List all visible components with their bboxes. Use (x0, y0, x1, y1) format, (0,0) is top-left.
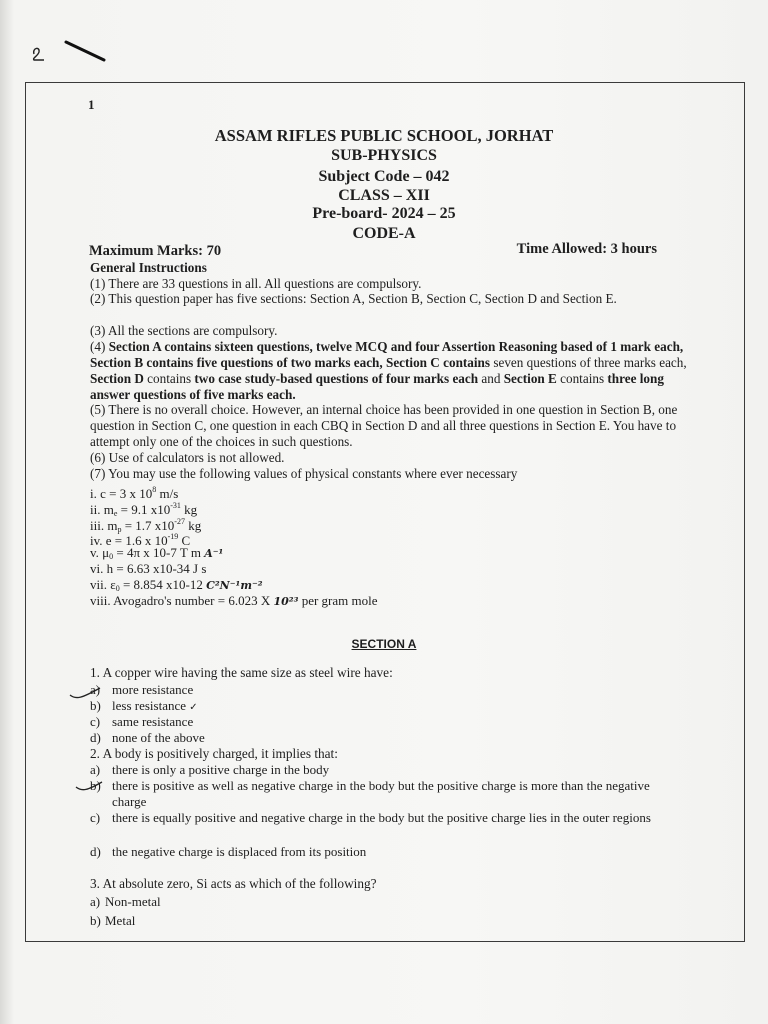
instruction-1: (1) There are 33 questions in all. All questions are compulsory. (90, 276, 422, 291)
maximum-marks: Maximum Marks: 70 (89, 243, 222, 259)
constant-text: kg (184, 518, 202, 533)
option-label: b) (90, 778, 101, 793)
constant-unit: A⁻¹ (204, 547, 224, 560)
q3-option-b-text: Metal (105, 913, 136, 928)
subject-title: SUB-PHYSICS (331, 147, 437, 164)
constant-text: iv. e = 1.6 x 10 (90, 533, 168, 548)
constant-text: = 8.854 x10-12 (119, 577, 207, 592)
constant-subscript: p (117, 525, 122, 534)
option-label: b) (90, 698, 101, 713)
option-text: there is equally positive and negative charge in the body but the positive charge lies in the outer regions (112, 810, 651, 825)
constant-exponent: -31 (170, 501, 181, 510)
q2-option-b (90, 778, 670, 810)
option-text: there is positive as well as negative charge in the body but the positive charge is more than the negative charge (112, 778, 650, 809)
option-label: a) (90, 682, 101, 697)
instruction-4-bold: Section E (503, 371, 557, 386)
constant-text: ii. m (90, 502, 114, 517)
instruction-4-part: and (478, 371, 504, 386)
constant-exponent: -27 (174, 517, 185, 526)
constant-exponent: 8 (152, 485, 157, 494)
constant-text: = 9.1 x10 (117, 502, 171, 517)
option-text: there is only a positive charge in the body (112, 762, 330, 777)
time-allowed: Time Allowed: 3 hours (516, 241, 657, 257)
option-label: d) (90, 844, 101, 859)
constant-text: C (178, 533, 191, 548)
instruction-5: (5) There is no overall choice. However, an internal choice has been provided in one question in Section B, one question in Section C, one question in each CBQ in Section D and all three questions in Section E. You have to attempt only one of the choices in such questions. (90, 402, 678, 449)
q2-option-d (90, 844, 670, 860)
subject-code: Subject Code – 042 (318, 168, 450, 185)
q1-option-a (90, 682, 670, 698)
q1-option-c (90, 714, 670, 730)
question-3: 3. At absolute zero, Si acts as which of the following? (90, 876, 377, 891)
constant-text: v. μ (90, 545, 110, 560)
instruction-7: (7) You may use the following values of physical constants where ever necessary (90, 466, 518, 481)
constant-text: kg (180, 502, 198, 517)
instruction-4-part: contains (143, 371, 195, 386)
constant-text: viii. Avogadro's number = 6.023 X (90, 593, 274, 608)
instruction-4-bold: Section D (90, 371, 144, 386)
constant-text: vii. ε (90, 577, 116, 592)
instruction-2: (2) This question paper has five sections: Section A, Section B, Section C, Section D and Section E. (90, 291, 617, 306)
q1-option-d (90, 730, 670, 746)
q3-option-b: b) (90, 913, 101, 928)
option-label: d) (90, 730, 101, 745)
instruction-4-part: (4) (90, 339, 109, 354)
instruction-4-part: seven questions of three marks each, (490, 355, 687, 370)
option-label: a) (90, 762, 101, 777)
constant-exponent: -19 (167, 532, 179, 541)
constant-subscript: e (113, 509, 118, 518)
option-text-value: less resistance (112, 698, 187, 713)
constant-text: = 1.7 x10 (121, 518, 175, 533)
constant-text: m/s (156, 486, 179, 501)
constant-planck: vi. h = 6.63 x10-34 J s (90, 561, 207, 576)
option-text: none of the above (112, 730, 205, 745)
paper-code: CODE-A (352, 225, 416, 242)
q3-option-a-text: Non-metal (105, 894, 161, 909)
constant-unit: C²N⁻¹m⁻² (206, 579, 263, 592)
option-label: c) (90, 714, 101, 729)
option-label: c) (90, 810, 101, 825)
handwritten-pen-mark (30, 38, 110, 68)
question-2: 2. A body is positively charged, it implies that: (90, 746, 338, 761)
section-a-title: SECTION A (351, 637, 417, 651)
constant-value: 10²³ (273, 595, 299, 608)
constant-text: = 4π x 10-7 T m (113, 545, 205, 560)
option-text: the negative charge is displaced from its position (112, 844, 367, 859)
option-text: more resistance (112, 682, 194, 697)
constant-avogadro (90, 593, 378, 609)
class-title: CLASS – XII (338, 187, 430, 204)
instruction-4-part: contains (556, 371, 608, 386)
page-number: 1 (88, 97, 95, 112)
constant-subscript: 0 (109, 552, 114, 561)
instruction-4-bold: three long answer questions of five marks each. (90, 371, 664, 402)
constant-subscript: 0 (115, 584, 120, 593)
constant-text: i. c = 3 x 10 (90, 486, 153, 501)
option-text: same resistance (112, 714, 194, 729)
q2-option-a (90, 762, 670, 778)
constant-text: iii. m (90, 518, 118, 533)
exam-title: Pre-board- 2024 – 25 (312, 205, 456, 222)
q3-option-a: a) (90, 894, 101, 909)
instruction-4-bold: Section A contains sixteen questions, twelve MCQ and four Assertion Reasoning based of 1 mark each, Section B contains five questions of two marks each, Section C contains (90, 339, 684, 370)
school-name: ASSAM RIFLES PUBLIC SCHOOL, JORHAT (214, 126, 554, 145)
q2-option-c (90, 810, 670, 826)
check-icon: ✓ (189, 702, 198, 713)
question-1: 1. A copper wire having the same size as steel wire have: (90, 665, 393, 680)
instruction-4 (90, 339, 690, 403)
instruction-3: (3) All the sections are compulsory. (90, 323, 278, 338)
instruction-4-bold: two case study-based questions of four marks each (194, 371, 479, 386)
general-instructions-title: General Instructions (90, 260, 207, 275)
constant-text: per gram mole (298, 593, 378, 608)
instruction-6: (6) Use of calculators is not allowed. (90, 450, 285, 465)
